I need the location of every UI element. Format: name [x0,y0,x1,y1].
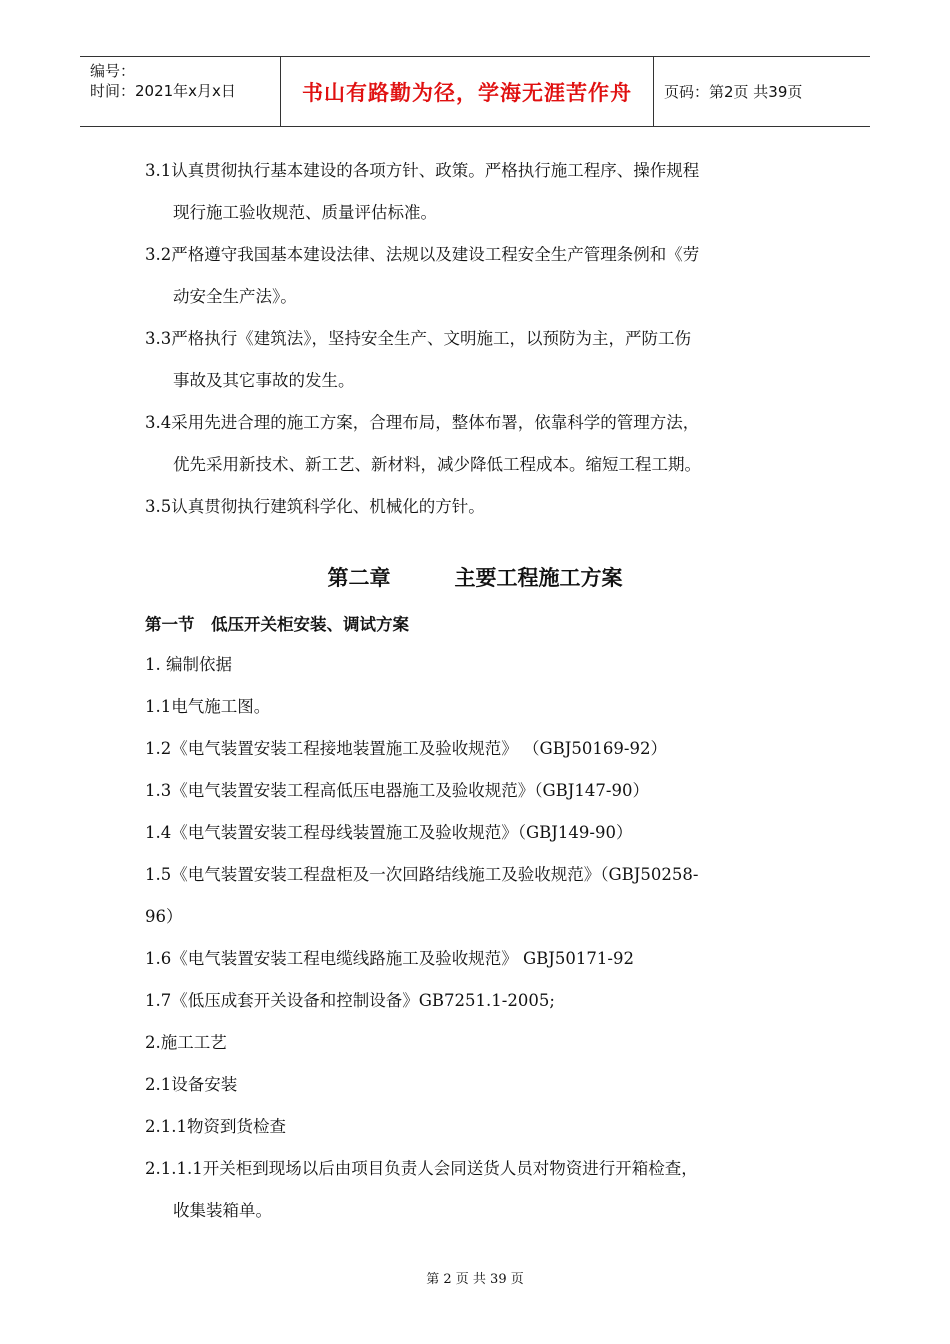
paragraph-line: 2.1.1.1开关柜到现场以后由项目负责人会同送货人员对物资进行开箱检查， [145,1159,698,1178]
paragraph-line: 96） [145,907,183,926]
document-time-label: 时间：2021年x月x日 [90,82,236,100]
paragraph-line: 1.3《电气装置安装工程高低压电器施工及验收规范》（GBJ147-90） [145,781,649,800]
page-header [80,56,870,127]
header-motto: 书山有路勤为径，学海无涯苦作舟 [281,57,654,126]
paragraph-line: 事故及其它事故的发生。 [173,371,355,390]
paragraph-line: 3.3严格执行《建筑法》，坚持安全生产、文明施工，以预防为主，严防工伤 [145,329,691,348]
paragraph-line: 3.1认真贯彻执行基本建设的各项方针、政策。严格执行施工程序、操作规程 [145,161,700,180]
paragraph-line: 优先采用新技术、新工艺、新材料，减少降低工程成本。缩短工程工期。 [173,455,701,474]
paragraph-line: 1.2《电气装置安装工程接地装置施工及验收规范》 （GBJ50169-92） [145,739,667,758]
document-body-lower [145,604,825,1232]
header-page-info: 页码：第2页 共39页 [664,83,803,101]
paragraph-line: 3.2严格遵守我国基本建设法律、法规以及建设工程安全生产管理条例和《劳 [145,245,700,264]
paragraph-line: 1.6《电气装置安装工程电缆线路施工及验收规范》 GBJ50171-92 [145,949,634,968]
paragraph-line: 2.1设备安装 [145,1075,238,1094]
document-body [145,150,825,528]
header-meta [80,57,281,126]
paragraph-line: 现行施工验收规范、质量评估标准。 [173,203,437,222]
page-footer: 第 2 页 共 39 页 [426,1272,524,1287]
paragraph-line: 1.5《电气装置安装工程盘柜及一次回路结线施工及验收规范》（GBJ50258- [145,865,699,884]
paragraph-line: 1.4《电气装置安装工程母线装置施工及验收规范》（GBJ149-90） [145,823,633,842]
paragraph-line: 1.1电气施工图。 [145,697,271,716]
paragraph-line: 3.4采用先进合理的施工方案，合理布局，整体布署，依靠科学的管理方法， [145,413,700,432]
chapter-number: 第二章 [327,566,391,590]
paragraph-line: 2.施工工艺 [145,1033,227,1052]
section-heading: 第一节 低压开关柜安装、调试方案 [145,615,409,634]
document-number-label: 编号： [90,62,136,80]
chapter-heading [0,562,950,592]
chapter-title: 主要工程施工方案 [454,566,623,590]
paragraph-line: 1. 编制依据 [145,655,232,674]
paragraph-line: 收集装箱单。 [173,1201,272,1220]
paragraph-line: 1.7《低压成套开关设备和控制设备》GB7251.1-2005; [145,991,555,1010]
paragraph-line: 2.1.1物资到货检查 [145,1117,286,1136]
paragraph-line: 3.5认真贯彻执行建筑科学化、机械化的方针。 [145,497,485,516]
paragraph-line: 动安全生产法》。 [173,287,297,306]
